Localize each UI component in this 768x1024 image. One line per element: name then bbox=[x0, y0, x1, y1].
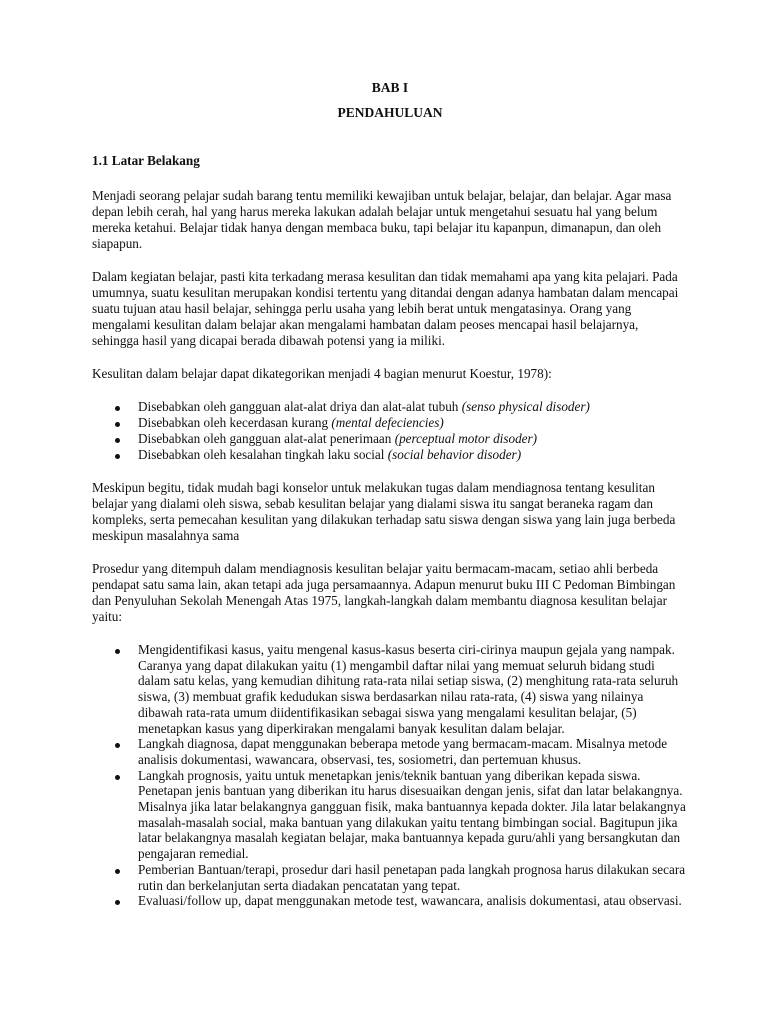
bullet-icon bbox=[115, 743, 120, 748]
document-body bbox=[92, 76, 688, 909]
chapter-number: BAB I bbox=[371, 80, 409, 95]
bullet-icon bbox=[115, 649, 120, 654]
paragraph-intro: Menjadi seorang pelajar sudah barang tentu memiliki kewajiban untuk belajar, belajar, dan belajar. Agar masa depan lebih cerah, hal yang harus mereka lakukan adalah belajar untuk mengetahui sesuatu hal yang belum mereka ketahui. Belajar tidak hanya dengan membaca buku, tapi belajar itu kapanpun, dimanapun, dan oleh siapapun. bbox=[92, 188, 672, 251]
list-item-text: Langkah diagnosa, dapat menggunakan beberapa metode yang bermacam-macam. Misalnya metode analisis dokumentasi, wawancara, observasi, tes, sosiometri, dan pertemuan khusus. bbox=[138, 736, 668, 767]
paragraph-counselor: Meskipun begitu, tidak mudah bagi konselor untuk melakukan tugas dalam mendiagnosa tentang kesulitan belajar yang dialami oleh siswa, sebab kesulitan belajar yang dialami siswa itu sangat beraneka ragam dan kompleks, serta pemecahan kesulitan yang dilakukan terhadap satu siswa dengan siswa yang lain juga berbeda meskipun masalahnya sama bbox=[92, 480, 676, 543]
list-item-text: Pemberian Bantuan/terapi, prosedur dari hasil penetapan pada langkah prognosa harus dilakukan secara rutin dan berkelanjutan serta diadakan pencatatan yang tepat. bbox=[138, 861, 686, 893]
bullet-icon bbox=[115, 900, 120, 905]
list-item bbox=[92, 862, 688, 893]
bullet-icon bbox=[115, 775, 120, 780]
steps-list bbox=[92, 642, 688, 909]
bullet-icon bbox=[115, 422, 120, 427]
list-item bbox=[92, 431, 688, 447]
list-item bbox=[92, 642, 688, 736]
paragraph-procedure: Prosedur yang ditempuh dalam mendiagnosis kesulitan belajar yaitu bermacam-macam, setiao ahli berbeda pendapat satu sama lain, akan tetapi ada juga persamaannya. Adapun menurut buku III C Pedoman Bimbingan dan Penyuluhan Sekolah Menengah Atas 1975, langkah-langkah dalam membantu diagnosa kesulitan belajar yaitu: bbox=[92, 561, 676, 624]
list-item-term: (perceptual motor disoder) bbox=[394, 431, 538, 446]
list-item-text: Evaluasi/follow up, dapat menggunakan metode test, wawancara, analisis dokumentasi, atau observasi. bbox=[138, 893, 682, 909]
list-item-text: Disebabkan oleh kecerdasan kurang bbox=[138, 415, 332, 430]
list-item bbox=[92, 893, 688, 909]
list-item-term: (social behavior disoder) bbox=[387, 447, 522, 462]
list-item bbox=[92, 447, 688, 463]
chapter-title: PENDAHULUAN bbox=[337, 105, 443, 120]
list-item-text: Mengidentifikasi kasus, yaitu mengenal kasus-kasus beserta ciri-cirinya maupun gejala yang nampak. Caranya yang dapat dilakukan yaitu (1) mengambil daftar nilai yang memuat seluruh bidang studi dalam satu kelas, yang kemudian dihitung rata-rata nilai setiap siswa, (2) menghitung rata-rata seluruh siswa, (3) membuat grafik kedudukan siswa berdasarkan nilau rata-rata, (4) siswa yang nilainya dibawah rata-rata umum diidentifikasikan sebagai siswa yang mengalami kesulitan belajar, (5) menetapkan kasus yang diperkirakan mengalami banyak kesulitan dalam belajar. bbox=[138, 642, 679, 736]
list-item-term: (senso physical disoder) bbox=[461, 399, 590, 414]
list-item-text: Langkah prognosis, yaitu untuk menetapkan jenis/teknik bantuan yang diberikan kepada siswa. Penetapan jenis bantuan yang diberikan itu harus disesuaikan dengan jenis, sifat dan latar belakangnya. Misalnya jika latar belakangnya gangguan fisik, maka bantuannya kepada dokter. Jila latar belakangnya masalah-masalah social, maka bantuan yang dilakukan yaitu tentang bimbingan social. Bagitupun jika latar belakangnya masalah kegiatan belajar, maka bantuannya kepada guru/ahli yang bersangkutan dan pengajaran remedial. bbox=[138, 767, 686, 862]
list-item-term: (mental defeciencies) bbox=[331, 415, 444, 430]
list-item-text: Disebabkan oleh gangguan alat-alat penerimaan bbox=[138, 431, 395, 446]
categories-list bbox=[92, 399, 688, 463]
bullet-icon bbox=[115, 438, 120, 443]
list-item bbox=[92, 415, 688, 431]
bullet-icon bbox=[115, 454, 120, 459]
section-heading: 1.1 Latar Belakang bbox=[92, 153, 200, 168]
bullet-icon bbox=[115, 869, 120, 874]
list-item bbox=[92, 399, 688, 415]
paragraph-categories-intro: Kesulitan dalam belajar dapat dikategorikan menjadi 4 bagian menurut Koestur, 1978): bbox=[92, 366, 552, 381]
list-item bbox=[92, 736, 688, 767]
list-item-text: Disebabkan oleh kesalahan tingkah laku social bbox=[138, 447, 388, 462]
paragraph-difficulty: Dalam kegiatan belajar, pasti kita terkadang merasa kesulitan dan tidak memahami apa yang kita pelajari. Pada umumnya, suatu kesulitan merupakan kondisi tertentu yang ditandai dengan adanya hambatan dalam mencapai suatu tujuan atau hasil belajar, sehingga perlu usaha yang lebih berat untuk mengatasinya. Orang yang mengalami kesulitan dalam belajar akan mengalami hambatan dalam peoses mencapai hasil belajarnya, sehingga hasil yang dicapai berada dibawah potensi yang ia miliki. bbox=[92, 269, 679, 348]
list-item-text: Disebabkan oleh gangguan alat-alat driya dan alat-alat tubuh bbox=[138, 399, 462, 414]
list-item bbox=[92, 768, 688, 862]
bullet-icon bbox=[115, 406, 120, 411]
